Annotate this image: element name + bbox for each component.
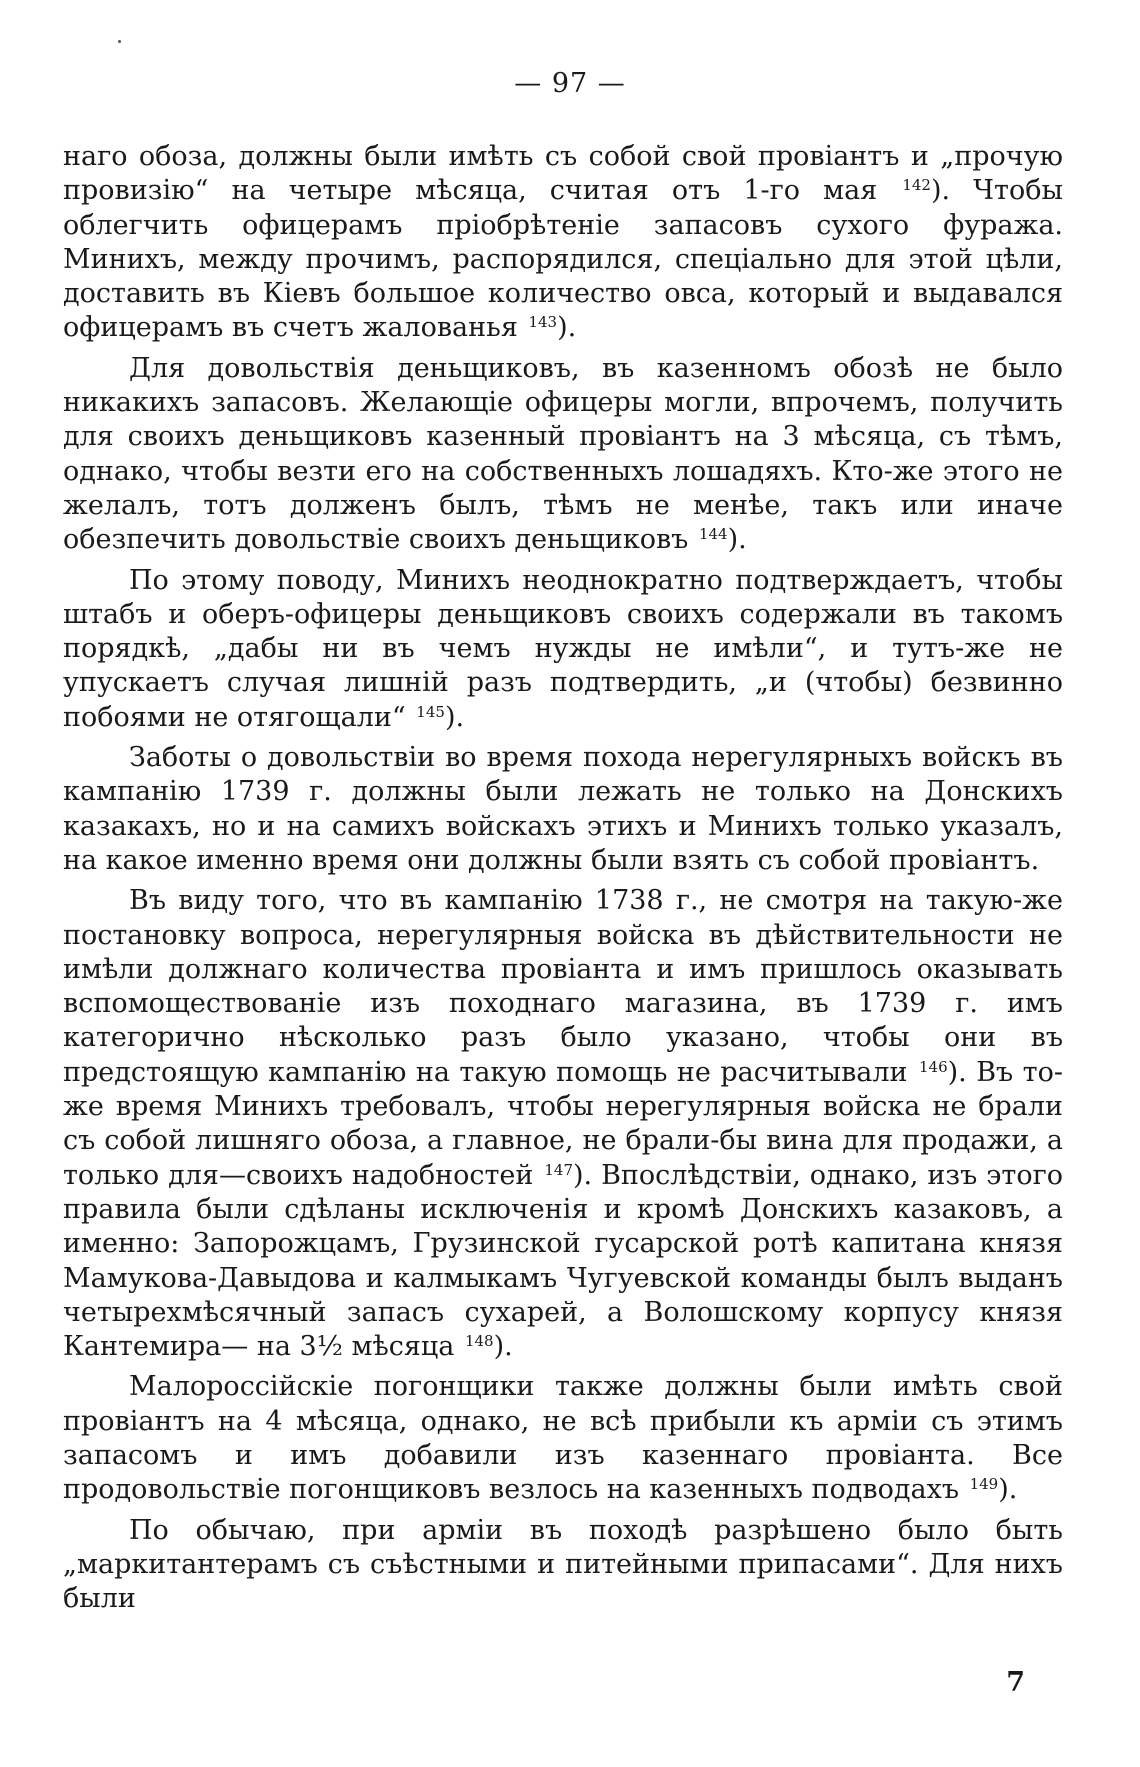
footnote-ref: 149 <box>969 1475 999 1494</box>
text-run: ). <box>557 312 577 344</box>
paragraph-p6 <box>63 1370 1063 1507</box>
text-run: ). <box>493 1331 513 1363</box>
footnote-ref: 144 <box>698 525 728 544</box>
text-run: ). Въ то-же время Минихъ требовалъ, чтобы нерегулярныя войска не брали съ собой лишняго обоза, а главное, не брали-бы вина для продажи, а только для—своихъ надобностей <box>63 1056 1063 1191</box>
text-run: Заботы о довольствiи во время похода нерегулярныхъ войскъ въ кампанiю 1739 г. должны были лежать не только на Донскихъ казакахъ, но и на самихъ войскахъ этихъ и Минихъ только указалъ, на какое именно время они должны были взять съ собой провiантъ. <box>63 742 1063 876</box>
text-run: Въ виду того, что въ кампанiю 1738 г., не смотря на такую-же постановку вопроса, нерегулярныя войска въ дѣйствительности не имѣли должнаго количества провiанта и имъ пришлось оказывать вспомоществованiе изъ походнаго магазина, въ 1739 г. имъ категорично нѣсколько разъ было указано, чтобы они въ предстоящую кампанiю на такую помощь не расчитывали <box>63 885 1063 1088</box>
paragraph-p2 <box>63 352 1063 558</box>
footnote-ref: 146 <box>919 1057 948 1076</box>
footnote-ref: 147 <box>544 1160 573 1179</box>
footnote-ref: 148 <box>464 1332 494 1351</box>
text-run: ). Впослѣдствiи, однако, изъ этого правила были сдѣланы исключенiя и кромѣ Донскихъ казаковъ, а именно: Запорожцамъ, Грузинской гусарской ротѣ капитана князя Мамукова-Давыдова и калмыкамъ Чугуевской команды былъ выданъ четырехмѣсячный запасъ сухарей, а Волошскому корпусу князя Кантемира— на 3½ мѣсяца <box>63 1159 1063 1363</box>
text-run: ). <box>998 1474 1018 1506</box>
footnote-ref: 143 <box>528 313 558 332</box>
print-speck <box>118 40 121 43</box>
text-run: наго обоза, должны были имѣть съ собой свой провiантъ и „прочую провизiю“ на четыре мѣсяца, считая отъ 1-го мая <box>63 141 1063 207</box>
paragraph-p3 <box>63 564 1063 735</box>
paragraph-p1 <box>63 140 1063 346</box>
paragraph-p7 <box>63 1514 1063 1617</box>
footnote-ref: 145 <box>416 702 445 721</box>
text-run: По обычаю, при армiи въ походѣ разрѣшено было быть „маркитантерамъ съ съѣстными и питейными припасами“. Для нихъ были <box>63 1514 1063 1615</box>
signature-mark: 7 <box>1006 1667 1025 1698</box>
text-run: ). <box>727 524 747 556</box>
paragraph-p4 <box>63 741 1063 878</box>
text-run: ). <box>444 701 465 733</box>
text-run: Для довольствiя деньщиковъ, въ казенномъ обозѣ не было никакихъ запасовъ. Желающiе офицеры могли, впрочемъ, получить для своихъ деньщиковъ казенный провiантъ на 3 мѣсяца, съ тѣмъ, однако, чтобы везти его на собственныхъ лошадяхъ. Кто-же этого не желалъ, тотъ долженъ былъ, тѣмъ не менѣе, такъ или иначе обезпечить довольствiе своихъ деньщиковъ <box>63 352 1063 556</box>
text-run: Малороссiйскiе погонщики также должны были имѣть свой провiантъ на 4 мѣсяца, однако, не всѣ прибыли къ армiи съ этимъ запасомъ и имъ добавили изъ казеннаго провiанта. Все продовольствiе погонщиковъ везлось на казенныхъ подводахъ <box>63 1371 1063 1506</box>
body-text <box>63 140 1063 1622</box>
text-run: По этому поводу, Минихъ неоднократно подтверждаетъ, чтобы штабъ и оберъ-офицеры деньщиковъ своихъ содержали въ такомъ порядкѣ, „дабы ни въ чемъ нужды не имѣли“, и тутъ-же не упускаетъ случая лишнiй разъ подтвердить, „и (чтобы) безвинно побоями не отягощали“ <box>63 564 1063 733</box>
paragraph-p5 <box>63 884 1063 1364</box>
text-run: ). Чтобы облегчить офицерамъ прiобрѣтенiе запасовъ сухого фуража. Минихъ, между прочимъ, распорядился, спецiально для этой цѣли, доставить въ Кiевъ большое количество овса, который и выдавался офицерамъ въ счетъ жалованья <box>63 175 1063 344</box>
footnote-ref: 142 <box>902 176 931 195</box>
page-number: — 97 — <box>514 68 626 99</box>
